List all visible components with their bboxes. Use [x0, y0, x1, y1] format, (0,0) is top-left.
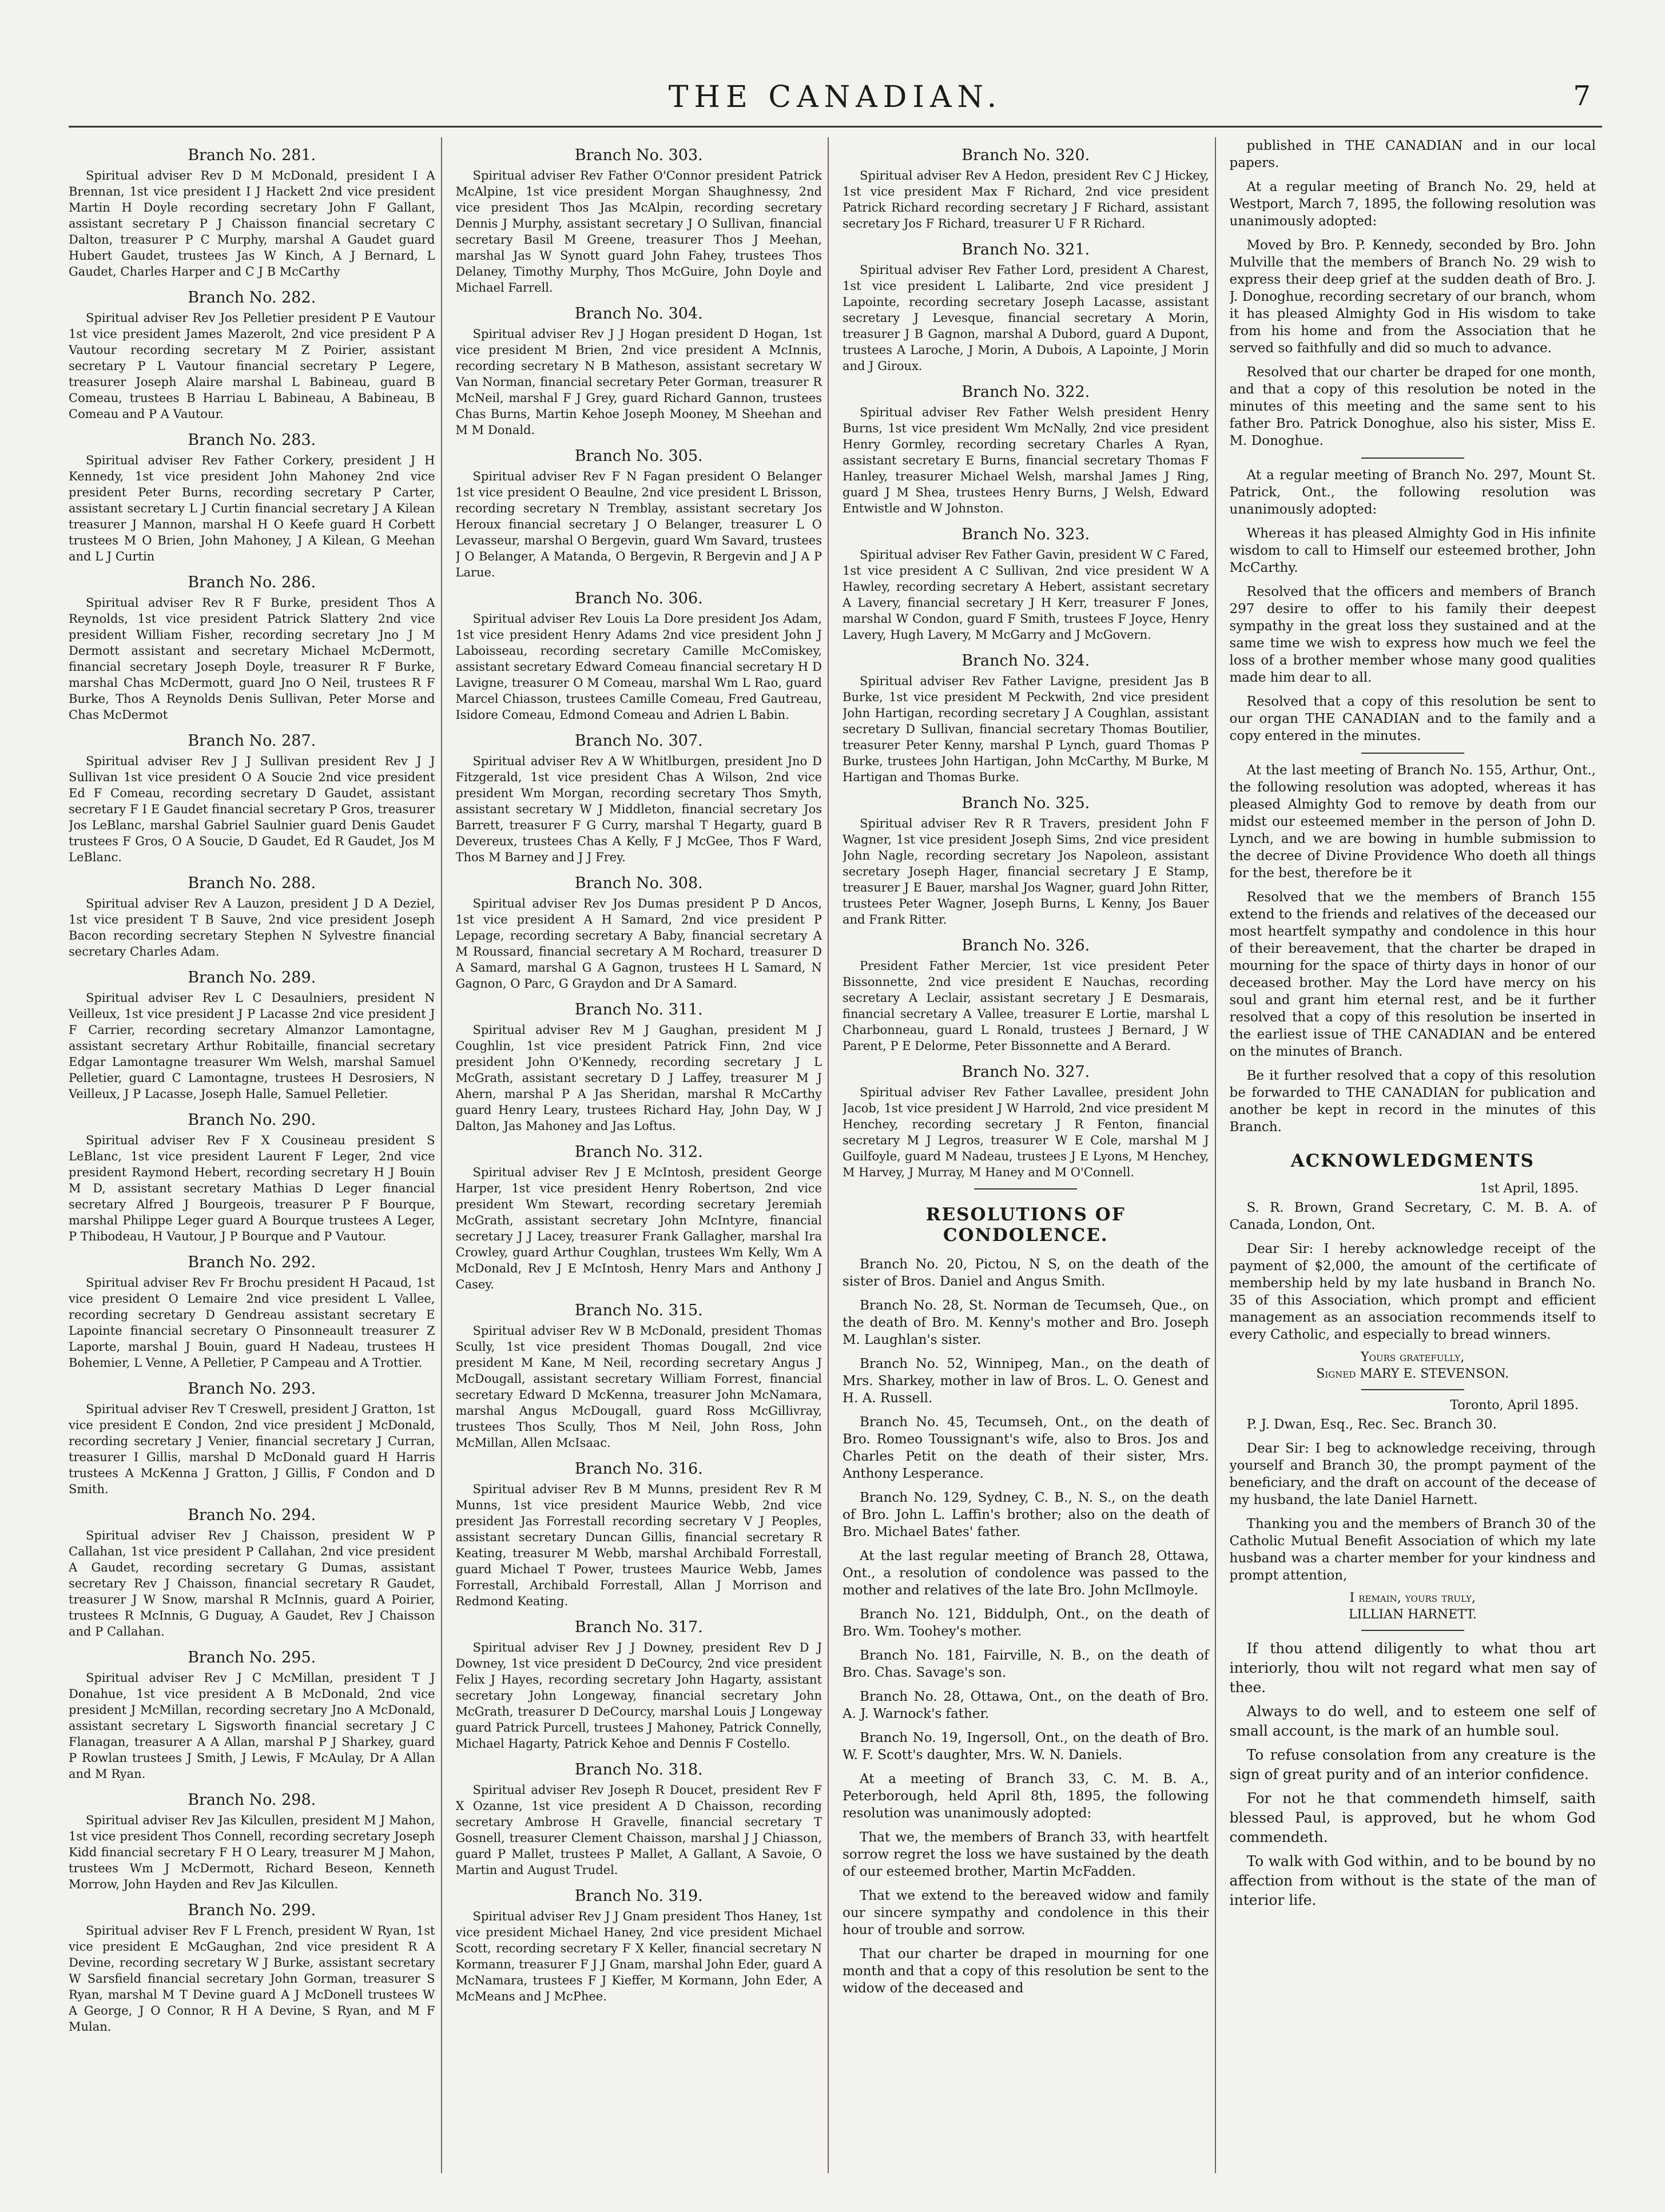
- branch-heading: Branch No. 318.: [574, 1761, 703, 1779]
- branch-heading: Branch No. 287.: [188, 732, 316, 750]
- officer-list-paragraph: Spiritual adviser Rev W B McDonald, president Thomas Scully, 1st vice president Thomas Dougall, 2nd vice president M Kane, M Neil, recording secretary Angus J McDougall, assistant secretary William Forrest, financial secretary Edward D McKenna, treasurer John McNamara, marshal Angus McDougall, guard Ross McGillivray, trustees Thos Scully, Thos M Neil, John Ross, John McMillan, Allen McIsaac.: [455, 1324, 822, 1450]
- branch-heading: Branch No. 324.: [961, 652, 1090, 670]
- notice-paragraph: At a regular meeting of Branch No. 297, Mount St. Patrick, Ont., the following resolution was unanimously adopted:: [1229, 468, 1596, 517]
- section-heading: RESOLUTIONS OF CONDOLENCE.: [925, 1204, 1126, 1246]
- branch-heading: Branch No. 295.: [188, 1649, 316, 1666]
- officer-list-paragraph: Spiritual adviser Rev Jos Dumas president P D Ancos, 1st vice president A H Samard, 2nd vice president P Lepage, recording secretary A Baby, financial secretary A M Roussard, financial secretary A M Rochard, treasurer D A Samard, marshal G A Gagnon, trustees H L Samard, N Gagnon, O Parc, G Graydon and Dr A Samard.: [455, 897, 822, 990]
- notice-paragraph: Be it further resolved that a copy of this resolution be forwarded to THE CANADIAN for publication and another be kept in record in the minutes of this Branch.: [1229, 1068, 1596, 1135]
- officer-list-paragraph: Spiritual adviser Rev J Chaisson, president W P Callahan, 1st vice president P Callahan, 2nd vice president A Gaudet, recording secretary G Dumas, assistant secretary Rev J Chaisson, financial secretary R Gaudet, treasurer J W Snow, marshal R McInnis, guard A Poirier, trustees R McInnis, G Duguay, A Gaudet, Rev J Chaisson and P Callahan.: [69, 1529, 435, 1638]
- officer-list-paragraph: Spiritual adviser Rev J J Downey, president Rev D J Downey, 1st vice president D DeCourcy, 2nd vice president Felix J Hayes, recording secretary John Hagarty, assistant secretary John Longeway, financial secretary John McGrath, treasurer D DeCourcy, marshal Louis J Longeway guard Patrick Purcell, trustees J Mahoney, Patrick Connelly, Michael Hagarty, Patrick Kehoe and Dennis F Costello.: [455, 1641, 822, 1750]
- officer-list-paragraph: Spiritual adviser Rev Father Gavin, president W C Fared, 1st vice president A C Sullivan, 2nd vice president W A Hawley, recording secretary A Hebert, assistant secretary A Lavery, financial secretary J H Kerr, treasurer F Jones, marshal W Condon, guard F Smith, trustees F Joyce, Henry Lavery, Hugh Lavery, M McGarry and J McGovern.: [843, 548, 1209, 642]
- branch-heading: Branch No. 320.: [961, 146, 1090, 164]
- section-divider: [1361, 1630, 1464, 1631]
- section-divider: [1361, 753, 1464, 754]
- officer-list-paragraph: Spiritual adviser Rev Father Lavallee, president John Jacob, 1st vice president J W Harrold, 2nd vice president M Henchey, recording secretary J R Fenton, financial secretary M J Legros, treasurer W E Cole, marshal M J Guilfoyle, guard M Nadeau, trustees J E Lyons, M Henchey, M Harvey, J Murray, M Haney and M O'Connell.: [843, 1085, 1209, 1179]
- branch-heading: Branch No. 308.: [574, 874, 703, 892]
- officer-list-paragraph: Spiritual adviser Rev Father O'Connor president Patrick McAlpine, 1st vice president Morgan Shaughnessy, 2nd vice president Thos Jas McAlpin, recording secretary Dennis J Murphy, assistant secretary J O Sullivan, financial secretary Basil M Greene, treasurer Thos J Meehan, marshal Jas W Synott guard John Fahey, trustees Thos Delaney, Timothy Murphy, Thos McGuire, John Doyle and Michael Farrell.: [455, 169, 822, 295]
- branch-heading: Branch No. 299.: [188, 1901, 316, 1919]
- officer-list-paragraph: Spiritual adviser Rev L C Desaulniers, president N Veilleux, 1st vice president J P Lacasse 2nd vice president J F Carrier, recording secretary Almanzor Lamontagne, assistant secretary Arthur Robitaille, financial secretary Edgar Lamontagne treasurer Wm Welsh, marshal Samuel Pelletier, guard C Lamontagne, trustees H Desrosiers, N Veilleux, J P Lacasse, Joseph Halle, Samuel Pelletier.: [69, 991, 435, 1101]
- notice-paragraph: Resolved that we the members of Branch 155 extend to the friends and relatives of the deceased our most heartfelt sympathy and condolence in this hour of their bereavement, that the charter be draped in mourning for the space of thirty days in honor of our deceased brother. May the Lord have mercy on his soul and grant him eternal rest, and be it further resolved that a copy of this resolution be inserted in the earliest issue of THE CANADIAN and be entered on the minutes of Branch.: [1229, 890, 1596, 1059]
- officer-list-paragraph: Spiritual adviser Rev Father Lavigne, president Jas B Burke, 1st vice president M Peckwith, 2nd vice president John Hartigan, recording secretary J A Coughlan, assistant secretary D Sullivan, financial secretary Thomas Boutilier, treasurer Peter Kenny, marshal P Lynch, guard Thomas P Burke, trustees John Hartigan, John McCarthy, M Burke, M Hartigan and Thomas Burke.: [843, 674, 1209, 784]
- letter-date: 1st April, 1895.: [1480, 1181, 1579, 1196]
- notice-paragraph: Whereas it has pleased Almighty God in His infinite wisdom to call to Himself our esteemed brother, John McCarthy.: [1229, 526, 1596, 575]
- notice-paragraph: At the last meeting of Branch No. 155, Arthur, Ont., the following resolution was adopted, whereas it has pleased Almighty God to remove by death from our midst our esteemed member in the person of John D. Lynch, and we are bowing in humble submission to the decree of Divine Providence Who doeth all things for the best, therefore be it: [1229, 763, 1596, 881]
- maxim-paragraph: To walk with God within, and to be bound by no affection from without is the state of the man of interior life.: [1229, 1853, 1596, 1908]
- officer-list-paragraph: Spiritual adviser Rev A Lauzon, president J D A Deziel, 1st vice president T B Sauve, 2nd vice president Joseph Bacon recording secretary Stephen N Sylvestre financial secretary Charles Adam.: [69, 897, 435, 958]
- branch-heading: Branch No. 315.: [574, 1302, 703, 1319]
- signature-line: Signed MARY E. STEVENSON.: [1316, 1367, 1509, 1381]
- branch-heading: Branch No. 282.: [188, 289, 316, 307]
- officer-list-paragraph: Spiritual adviser Rev Father Lord, president A Charest, 1st vice president L Lalibarte, 2nd vice president J Lapointe, recording secretary Joseph Lacasse, assistant secretary J Levesque, financial secretary A Morin, treasurer J B Gagnon, marshal A Dubord, guard A Dupont, trustees A Laroche, J Morin, A Dubois, A Lapointe, J Morin and J Giroux.: [843, 263, 1209, 373]
- branch-heading: Branch No. 281.: [188, 146, 316, 164]
- column-1: [69, 137, 442, 2173]
- branch-heading: Branch No. 322.: [961, 383, 1090, 401]
- notice-paragraph: That we, the members of Branch 33, with heartfelt sorrow regret the loss we have sustained by the death of our esteemed brother, Martin McFadden.: [843, 1830, 1209, 1879]
- branch-heading: Branch No. 323.: [961, 526, 1090, 543]
- officer-list-paragraph: Spiritual adviser Rev Fr Brochu president H Pacaud, 1st vice president O Lemaire 2nd vice president L Vallee, recording secretary D Gendreau assistant secretary E Lapointe financial secretary O Pinsonneault treasurer Z Laporte, marshal J Bouin, guard H Nadeau, trustees H Bohemier, L Venne, A Pelletier, P Campeau and A Trottier.: [69, 1276, 435, 1370]
- branch-heading: Branch No. 298.: [188, 1791, 316, 1809]
- section-divider: [1361, 1389, 1464, 1390]
- branch-heading: Branch No. 327.: [961, 1063, 1090, 1081]
- officer-list-paragraph: Spiritual adviser Rev J E McIntosh, president George Harper, 1st vice president Henry Robertson, 2nd vice president Wm Stewart, recording secretary Jeremiah McGrath, assistant secretary John McIntyre, financial secretary J J Lacey, treasurer Frank Gallagher, marshal Ira Crowley, guard Arthur Coughlan, trustees Wm Kelly, Wm A McDonald, Rev J E McIntosh, Henry Mars and Anthony J Casey.: [455, 1165, 822, 1291]
- branch-heading: Branch No. 312.: [574, 1143, 703, 1161]
- notice-paragraph: Branch No. 121, Biddulph, Ont., on the death of Bro. Wm. Toohey's mother.: [843, 1607, 1209, 1639]
- column-3: [843, 137, 1216, 2173]
- officer-list-paragraph: Spiritual adviser Rev D M McDonald, president I A Brennan, 1st vice president I J Hackett 2nd vice president Martin H Doyle recording secretary John F Gallant, assistant secretary P J Chaisson financial secretary C Dalton, treasurer P C Murphy, marshal A Gaudet guard Hubert Gaudet, trustees Jas W Kinch, A J Bernard, L Gaudet, Charles Harper and C J B McCarthy: [69, 169, 435, 279]
- notice-paragraph: S. R. Brown, Grand Secretary, C. M. B. A. of Canada, London, Ont.: [1229, 1200, 1596, 1232]
- page-header: [69, 80, 1602, 120]
- notice-paragraph: Branch No. 52, Winnipeg, Man., on the death of Mrs. Sharkey, mother in law of Bros. L. O. Genest and H. A. Russell.: [843, 1356, 1209, 1406]
- officer-list-paragraph: Spiritual adviser Rev F N Fagan president O Belanger 1st vice president O Beaulne, 2nd vice president L Brisson, recording secretary N Tremblay, assistant secretary Jos Heroux financial secretary J O Belanger, treasurer L O Levasseur, marshal O Bergevin, guard Wm Savard, trustees J O Belanger, A Matanda, O Bergevin, R Bergevin and J A P Larue.: [455, 470, 822, 579]
- notice-paragraph: That we extend to the bereaved widow and family our sincere sympathy and condolence in this their hour of trouble and sorrow.: [843, 1888, 1209, 1938]
- branch-heading: Branch No. 304.: [574, 305, 703, 323]
- branch-heading: Branch No. 311.: [574, 1001, 703, 1019]
- officer-list-paragraph: Spiritual adviser Rev Joseph R Doucet, president Rev F X Ozanne, 1st vice president A D Chaisson, recording secretary Ambrose H Gravelle, financial secretary T Gosnell, treasurer Clement Chaisson, marshal J J Chiasson, guard P Mallet, trustees P Mallet, A Gallant, A Savoie, O Martin and August Trudel.: [455, 1783, 822, 1877]
- notice-paragraph: At a meeting of Branch 33, C. M. B. A., Peterborough, held April 8th, 1895, the following resolution was unanimously adopted:: [843, 1772, 1209, 1821]
- section-heading: ACKNOWLEDGMENTS: [1290, 1151, 1535, 1171]
- officer-list-paragraph: Spiritual adviser Rev B M Munns, president Rev R M Munns, 1st vice president Maurice Webb, 2nd vice president Jas Forrestall recording secretary V J Peoples, assistant secretary Duncan Gillis, financial secretary R Keating, treasurer M Webb, marshal Archibald Forrestall, guard Michael T Power, trustees Maurice Webb, James Forrestall, Archibald Forrestall, Allan J Morrison and Redmond Keating.: [455, 1482, 822, 1608]
- officer-list-paragraph: President Father Mercier, 1st vice president Peter Bissonnette, 2nd vice president E Nauchas, recording secretary A Leclair, assistant secretary J E Desmarais, financial secretary A Vallee, treasurer E Lortie, marshal L Charbonneau, guard L Ronald, trustees J Bernard, J W Parent, P E Delorme, Peter Bissonnette and A Berard.: [843, 959, 1209, 1053]
- notice-paragraph: Branch No. 181, Fairville, N. B., on the death of Bro. Chas. Savage's son.: [843, 1648, 1209, 1680]
- notice-paragraph: Resolved that the officers and members of Branch 297 desire to offer to his family their deepest sympathy in the great loss they sustained and at the same time we wish to express how much we feel the loss of a brother member whose many good qualities made him dear to all.: [1229, 584, 1596, 685]
- officer-list-paragraph: Spiritual adviser Rev R F Burke, president Thos A Reynolds, 1st vice president Patrick Slattery 2nd vice president William Fisher, recording secretary Jno J M Dermott assistant and secretary Michael McDermott, financial secretary Joseph Doyle, treasurer R F Burke, marshal Chas McDermott, guard Jno O Neil, trustees R F Burke, Thos A Reynolds Denis Sullivan, Peter Morse and Chas McDermot: [69, 596, 435, 722]
- notice-paragraph: Branch No. 45, Tecumseh, Ont., on the death of Bro. Romeo Toussignant's wife, also to Bros. Jos and Charles Petit on the death of their sister, Mrs. Anthony Lesperance.: [843, 1415, 1209, 1481]
- notice-paragraph: Resolved that a copy of this resolution be sent to our organ THE CANADIAN and to the family and a copy entered in the minutes.: [1229, 694, 1596, 743]
- masthead: THE CANADIAN.: [668, 80, 1003, 114]
- officer-list-paragraph: Spiritual adviser Rev M J Gaughan, president M J Coughlin, 1st vice president Patrick Finn, 2nd vice president John O'Kennedy, recording secretary J L McGrath, assistant secretary D J Laffey, treasurer M J Ahern, marshal P A Jas Sheridan, marshal R McCarthy guard Henry Leary, trustees Richard Hay, John Day, W J Dalton, Jas Mahoney and Jas Loftus.: [455, 1023, 822, 1133]
- branch-heading: Branch No. 321.: [961, 241, 1090, 258]
- maxim-paragraph: To refuse consolation from any creature is the sign of great purity and of an interior confidence.: [1229, 1746, 1596, 1783]
- letter-date: Toronto, April 1895.: [1450, 1398, 1579, 1413]
- officer-list-paragraph: Spiritual adviser Rev R R Travers, president John F Wagner, 1st vice president Joseph Sims, 2nd vice president John Nagle, recording secretary Jos Napoleon, assistant secretary Joseph Hager, financial secretary J E Stamp, treasurer J E Bauer, marshal Jos Wagner, guard John Ritter, trustees Peter Wagner, Joseph Burns, L Kenny, Jos Bauer and Frank Ritter.: [843, 817, 1209, 926]
- branch-heading: Branch No. 307.: [574, 732, 703, 750]
- notice-paragraph: Branch No. 28, St. Norman de Tecumseh, Que., on the death of Bro. M. Kenny's mother and Bro. Joseph M. Laughlan's sister.: [843, 1298, 1209, 1347]
- notice-paragraph: That our charter be draped in mourning for one month and that a copy of this resolution be sent to the widow of the deceased and: [843, 1947, 1209, 1996]
- notice-paragraph: published in THE CANADIAN and in our local papers.: [1229, 138, 1596, 170]
- branch-heading: Branch No. 286.: [188, 574, 316, 591]
- officer-list-paragraph: Spiritual adviser Rev J J Sullivan president Rev J J Sullivan 1st vice president O A Soucie 2nd vice president Ed F Comeau, recording secretary D Gaudet, assistant secretary F I E Gaudet financial secretary P Gros, treasurer Jos LeBlanc, marshal Gabriel Saulnier guard Denis Gaudet trustees F Gros, O A Soucie, D Gaudet, Ed R Gaudet, Jos M LeBlanc.: [69, 754, 435, 864]
- officer-list-paragraph: Spiritual adviser Rev A W Whitlburgen, president Jno D Fitzgerald, 1st vice president Chas A Wilson, 2nd vice president Wm Morgan, recording secretary Thos Smyth, assistant secretary W J Middleton, financial secretary Jos Barrett, treasurer F G Curry, marshal T Hegarty, guard B Devereux, trustees Chas A Kelly, F J McGee, Thos F Ward, Thos M Barney and J J Frey.: [455, 754, 822, 864]
- officer-list-paragraph: Spiritual adviser Rev J C McMillan, president T J Donahue, 1st vice president A B McDonald, 2nd vice president J McMillan, recording secretary Jno A McDonald, assistant secretary L Sigsworth financial secretary J C Flanagan, treasurer A A Allan, marshal P J Sharkey, guard P Rowlan trustees J Smith, J Lewis, F McAulay, Dr A Allan and M Ryan.: [69, 1671, 435, 1781]
- column-2: [456, 137, 829, 2173]
- officer-list-paragraph: Spiritual adviser Rev F X Cousineau president S LeBlanc, 1st vice president Laurent F Leger, 2nd vice president Raymond Hebert, recording secretary H J Bouin M D, assistant secretary Mathias D Leger financial secretary Alfred J Bourgeois, treasurer P F Bourque, marshal Philippe Leger guard A Bourque trustees A Leger, P Thibodeau, H Vautour, J P Bourque and P Vautour.: [69, 1133, 435, 1243]
- maxim-paragraph: For not he that commendeth himself, saith blessed Paul, is approved, but he whom God commendeth.: [1229, 1790, 1596, 1845]
- notice-paragraph: Moved by Bro. P. Kennedy, seconded by Bro. John Mulville that the members of Branch No. 29 wish to express their deep grief at the sudden death of Bro. J. J. Donoghue, recording secretary of our branch, whom it has pleased Almighty God in His wisdom to take from his home and from the Association that he served so faithfully and did so much to advance.: [1229, 238, 1596, 356]
- officer-list-paragraph: Spiritual adviser Rev F L French, president W Ryan, 1st vice president E McGaughan, 2nd vice president R A Devine, recording secretary W J Burke, assistant secretary W Sarsfield financial secretary John Gorman, treasurer S Ryan, marshal M T Devine guard A J McDonell trustees W A George, J O Connor, R H A Devine, S Ryan, and M F Mulan.: [69, 1924, 435, 2034]
- branch-heading: Branch No. 293.: [188, 1380, 316, 1398]
- officer-list-paragraph: Spiritual adviser Rev Jos Pelletier president P E Vautour 1st vice president James Mazerolt, 2nd vice president P A Vautour recording secretary M Z Poirier, assistant secretary P L Vautour financial secretary P Legere, treasurer Joseph Alaire marshal L Babineau, guard B Comeau, trustees B Harriau L Babineau, A Babineau, B Comeau and P A Vautour.: [69, 311, 435, 421]
- notice-paragraph: At a regular meeting of Branch No. 29, held at Westport, March 7, 1895, the following resolution was unanimously adopted:: [1229, 180, 1596, 229]
- branch-heading: Branch No. 303.: [574, 146, 703, 164]
- branch-heading: Branch No. 317.: [574, 1618, 703, 1636]
- notice-paragraph: Dear Sir: I hereby acknowledge receipt of the payment of $2,000, the amount of the certificate of membership held by my late husband in Branch No. 35 of this Association, which prompt and efficient management as an association recommends itself to every Catholic, and especially to bread winners.: [1229, 1242, 1596, 1342]
- branch-heading: Branch No. 292.: [188, 1254, 316, 1271]
- notice-paragraph: Branch No. 129, Sydney, C. B., N. S., on the death of Bro. John L. Laffin's brother; also on the death of Bro. Michael Bates' father.: [843, 1490, 1209, 1539]
- maxim-paragraph: If thou attend diligently to what thou art interiorly, thou wilt not regard what men say of thee.: [1229, 1640, 1596, 1696]
- officer-list-paragraph: Spiritual adviser Rev Father Corkery, president J H Kennedy, 1st vice president John Mahoney 2nd vice president Peter Burns, recording secretary P Carter, assistant secretary L J Curtin financial secretary J A Kilean treasurer J Mannon, marshal H O Keefe guard H Corbett trustees M O Brien, John Mahoney, J A Kilean, G Meehan and L J Curtin: [69, 453, 435, 563]
- officer-list-paragraph: Spiritual adviser Rev Jas Kilcullen, president M J Mahon, 1st vice president Thos Connell, recording secretary Joseph Kidd financial secretary F H O Leary, treasurer M J Mahon, trustees Wm J McDermott, Richard Beseon, Kenneth Morrow, John Hayden and Rev Jas Kilcullen.: [69, 1813, 435, 1891]
- notice-paragraph: Dear Sir: I beg to acknowledge receiving, through yourself and Branch 30, the prompt payment of the beneficiary, and the draft on account of the decease of my husband, the late Daniel Harnett.: [1229, 1441, 1596, 1507]
- section-divider: [974, 1188, 1077, 1189]
- branch-heading: Branch No. 316.: [574, 1460, 703, 1478]
- branch-heading: Branch No. 319.: [574, 1887, 703, 1905]
- branch-heading: Branch No. 294.: [188, 1506, 316, 1524]
- notice-paragraph: Resolved that our charter be draped for one month, and that a copy of this resolution be noted in the minutes of this meeting and the same sent to his father Bro. Patrick Donoghue, also his sister, Miss E. M. Donoghue.: [1229, 365, 1596, 448]
- officer-list-paragraph: Spiritual adviser Rev A Hedon, president Rev C J Hickey, 1st vice president Max F Richard, 2nd vice president Patrick Richard recording secretary J F Richard, assistant secretary Jos F Richard, treasurer U F R Richard.: [843, 169, 1209, 230]
- branch-heading: Branch No. 325.: [961, 794, 1090, 812]
- branch-heading: Branch No. 305.: [574, 447, 703, 465]
- signature-line: LILLIAN HARNETT.: [1348, 1608, 1477, 1622]
- notice-paragraph: Branch No. 19, Ingersoll, Ont., on the death of Bro. W. F. Scott's daughter, Mrs. W. N. Daniels.: [843, 1730, 1209, 1763]
- branch-heading: Branch No. 290.: [188, 1111, 316, 1129]
- notice-paragraph: Branch No. 28, Ottawa, Ont., on the death of Bro. A. J. Warnock's father.: [843, 1689, 1209, 1721]
- branch-heading: Branch No. 288.: [188, 874, 316, 892]
- section-divider: [1361, 457, 1464, 459]
- officer-list-paragraph: Spiritual adviser Rev T Creswell, president J Gratton, 1st vice president E Condon, 2nd vice president J McDonald, recording secretary J Venier, financial secretary J Curran, treasurer I Gillis, marshal D McDonald guard H Harris trustees A McKenna J Gratton, J Gillis, F Condon and D Smith.: [69, 1402, 435, 1496]
- officer-list-paragraph: Spiritual adviser Rev Father Welsh president Henry Burns, 1st vice president Wm McNally, 2nd vice president Henry Gormley, recording secretary Charles A Ryan, assistant secretary E Burns, financial secretary Thomas F Hanley, treasurer Michael Welsh, marshal James J Ring, guard J M Shea, trustees Henry Burns, J Welsh, Edward Entwistle and W Johnston.: [843, 405, 1209, 515]
- maxim-paragraph: Always to do well, and to esteem one self of small account, is the mark of an humble soul.: [1229, 1703, 1596, 1739]
- notice-paragraph: P. J. Dwan, Esq., Rec. Sec. Branch 30.: [1246, 1417, 1497, 1432]
- notice-paragraph: Thanking you and the members of Branch 30 of the Catholic Mutual Benefit Association of which my late husband was a charter member for your kindness and prompt attention,: [1229, 1517, 1596, 1583]
- branch-heading: Branch No. 306.: [574, 590, 703, 607]
- officer-list-paragraph: Spiritual adviser Rev J J Gnam president Thos Haney, 1st vice president Michael Haney, 2nd vice president Michael Scott, recording secretary F X Keller, financial secretary N Kormann, treasurer F J J Gnam, marshal John Eder, guard A McNamara, trustees F J Kieffer, M Kormann, John Eder, A McMeans and J McPhee.: [455, 1909, 822, 2003]
- branch-heading: Branch No. 283.: [188, 431, 316, 449]
- notice-paragraph: At the last regular meeting of Branch 28, Ottawa, Ont., a resolution of condolence was passed to the mother and relatives of the late Bro. John McIlmoyle.: [843, 1549, 1209, 1598]
- officer-list-paragraph: Spiritual adviser Rev J J Hogan president D Hogan, 1st vice president M Brien, 2nd vice president A McInnis, recording secretary N B Matheson, assistant secretary W Van Norman, financial secretary Peter Gorman, treasurer R McNeil, marshal F J Grey, guard Richard Gannon, trustees Chas Burns, Martin Kehoe Joseph Mooney, M Sheehan and M M Donald.: [455, 327, 822, 437]
- notice-paragraph: Branch No. 20, Pictou, N S, on the death of the sister of Bros. Daniel and Angus Smith.: [843, 1257, 1209, 1289]
- branch-heading: Branch No. 326.: [961, 937, 1090, 954]
- signature-line: Yours gratefully,: [1361, 1350, 1465, 1364]
- officer-list-paragraph: Spiritual adviser Rev Louis La Dore president Jos Adam, 1st vice president Henry Adams 2nd vice president John J Laboisseau, recording secretary Camille McComiskey, assistant secretary Edward Comeau financial secretary H D Lavigne, treasurer O M Comeau, marshal Wm L Rao, guard Marcel Chiasson, trustees Camille Comeau, Fred Gautreau, Isidore Comeau, Edmond Comeau and Adrien L Babin.: [455, 612, 822, 722]
- column-4: [1230, 137, 1602, 2173]
- branch-heading: Branch No. 289.: [188, 969, 316, 986]
- page-number: 7: [1573, 80, 1591, 112]
- signature-line: I remain, yours truly,: [1349, 1591, 1476, 1605]
- header-rule: [69, 126, 1602, 128]
- newspaper-columns: [69, 137, 1602, 2173]
